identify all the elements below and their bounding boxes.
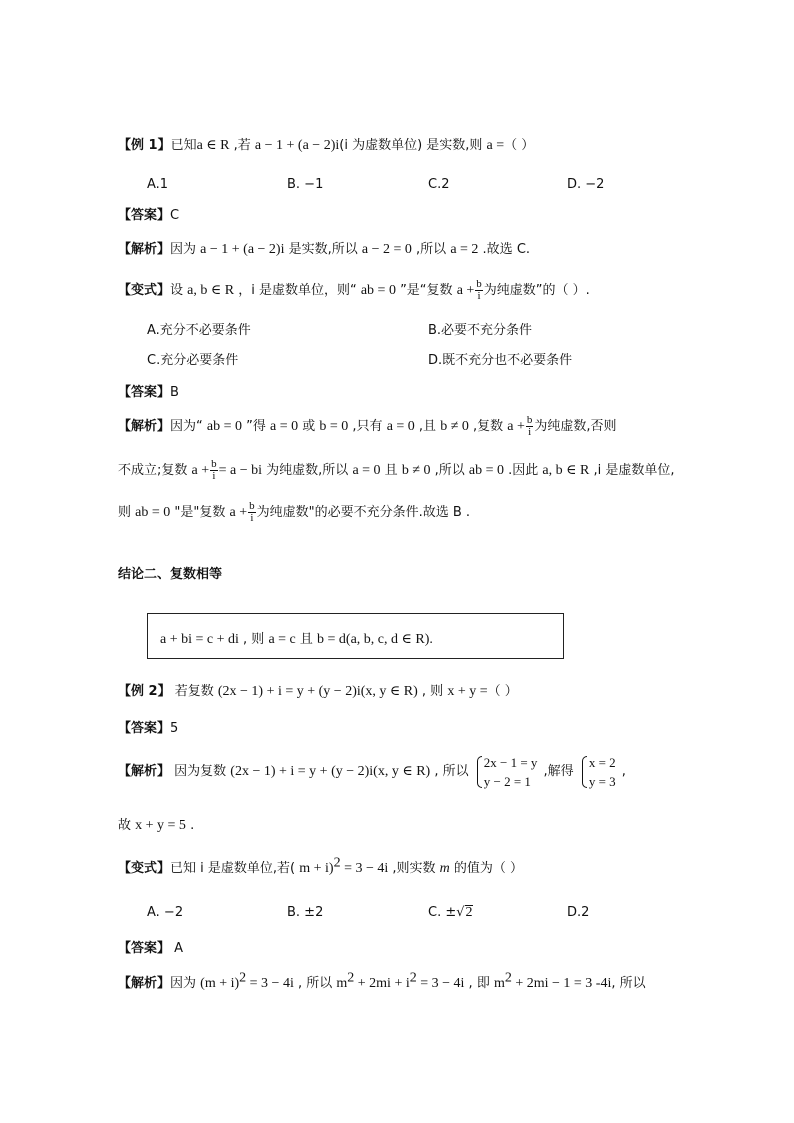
fraction: $\frac{b}{i}$ [526,414,533,438]
variation-1-option-d: D.既不充分也不必要条件 [428,353,573,368]
fraction: $\frac{b}{i}$ [249,500,255,524]
variation-2-option-a: A. −2 [147,905,184,920]
variation-2-question: 【变式】已知 i 是虚数单位,若( m + i)$^2$ = 3 − 4i ,则实数 m 的值为（ ） [118,855,524,876]
variation-1-analysis-line-3: 则 ab = 0 "是"复数 a + $\frac{b}{i}$ 为纯虚数"的必要不充分条件.故选 B . [118,500,471,524]
variation-2-option-b: B. ±2 [287,905,324,920]
example-2-conclusion: 故 x + y = 5 . [118,818,195,833]
example-2-analysis: 【解析】 因为复数 (2x − 1) + i = y + (y − 2)i(x, y ∈ R) , 所以 2x − 1 = y y − 2 = 1 ,解得 x = 2 y = 3 , [118,754,626,789]
section-title: 结论二、复数相等 [118,567,223,582]
variation-2-option-c: C. ±√2 [428,905,473,920]
example-1-answer: 【答案】C [118,208,180,223]
example-1-option-a: A.1 [147,177,169,192]
conclusion-text: a + bi = c + di , 则 a = c 且 b = d(a, b, c, d ∈ R). [160,632,433,647]
variation-2-option-d: D.2 [567,905,590,920]
equation-system: 2x − 1 = y y − 2 = 1 [475,753,538,791]
solution-system: x = 2 y = 3 [580,753,616,791]
variation-2-answer: 【答案】 A [118,941,184,956]
variation-1-option-c: C.充分必要条件 [147,353,239,368]
variation-1-option-b: B.必要不充分条件 [428,323,533,338]
example-2-question: 【例 2】 若复数 (2x − 1) + i = y + (y − 2)i(x, y ∈ R) , 则 x + y =（ ） [118,684,518,699]
example-1-tag: 【例 1】 [118,138,171,153]
example-1-analysis: 【解析】因为 a − 1 + (a − 2)i 是实数,所以 a − 2 = 0 ,所以 a = 2 .故选 C. [118,242,531,257]
variation-1-question: 【变式】设 a, b ∈ R ，i 是虚数单位，则“ ab = 0 ”是“复数 a + $\frac{b}{i}$ 为纯虚数”的（ ）. [118,278,590,302]
example-1-question: 【例 1】已知a ∈ R ,若 a − 1 + (a − 2)i(i 为虚数单位) 是实数,则 a =（ ） [118,138,535,153]
variation-1-analysis-line-2: 不成立;复数 a + $\frac{b}{i}$ = a − bi 为纯虚数,所以 a = 0 且 b ≠ 0 ,所以 ab = 0 .因此 a, b ∈ R ,i 是虚数单位, [118,458,675,482]
example-1-option-b: B. −1 [287,177,324,192]
variation-1-analysis-line-1: 【解析】因为“ ab = 0 ”得 a = 0 或 b = 0 ,只有 a = 0 ,且 b ≠ 0 ,复数 a + $\frac{b}{i}$ 为纯虚数,否则 [118,414,617,438]
variation-1-option-a: A.充分不必要条件 [147,323,251,338]
example-1-option-d: D. −2 [567,177,605,192]
variation-2-analysis: 【解析】因为 $(m + i)^2 = 3 - 4i$ , 所以 $m^2 + 2mi + i^2 = 3 - 4i$ , 即 $m^2 + 2mi - 1 = 3$ -4i, 所以 [118,970,646,991]
fraction: $\frac{b}{i}$ [211,458,217,482]
fraction: $\frac{b}{i}$ [476,278,482,302]
variation-1-answer: 【答案】B [118,385,179,400]
example-2-answer: 【答案】5 [118,721,179,736]
example-1-option-c: C.2 [428,177,450,192]
